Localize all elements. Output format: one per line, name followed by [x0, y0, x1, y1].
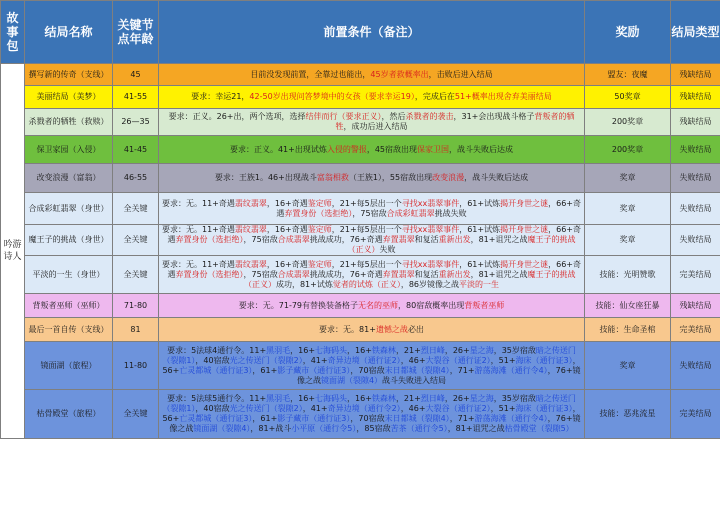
condition-segment: 揭开身世之谜	[500, 198, 549, 208]
header-story: 故事包	[1, 1, 25, 64]
reward-cell: 奖章	[585, 342, 671, 390]
condition-segment: ，16+	[347, 394, 372, 403]
ending-name: 合成彩虹翡翠（身世）	[25, 193, 113, 225]
ending-name: 杀戮者的牺牲（救赎）	[25, 109, 113, 136]
reward-cell: 200奖章	[585, 136, 671, 164]
condition-segment: ，45宿敌出现	[366, 144, 418, 154]
condition-segment: ，16+	[347, 345, 372, 355]
condition-segment: 七海码头	[315, 345, 348, 355]
ending-type: 残缺结局	[671, 109, 720, 136]
table-row	[1, 193, 720, 225]
condition-segment: ，31+会出现战斗格子	[453, 112, 535, 121]
condition-segment: 合成翡翠	[277, 235, 310, 244]
story-package-cell: 吟游诗人	[1, 64, 25, 439]
condition-segment: 要求：正义。26+出，两个选项，选择	[168, 112, 306, 121]
condition-segment: 遗憾之战	[375, 324, 408, 334]
header-name: 结局名称	[25, 1, 113, 64]
ending-type: 失败结局	[671, 164, 720, 193]
condition-segment: 寻找xx翡翠事件	[401, 259, 460, 269]
condition-segment: 光之传送门（裂隙2）	[229, 355, 303, 365]
condition-segment: 亡灵都城（通行证3）	[179, 414, 253, 423]
condition-cell	[159, 318, 585, 342]
condition-segment: 海床（通行证3）	[515, 404, 573, 413]
condition-segment: 入侵的警报	[326, 144, 367, 154]
header-condition: 前置条件（备注）	[159, 1, 585, 64]
condition-segment: 铁森林	[371, 394, 396, 403]
condition-segment: 必出	[407, 324, 424, 334]
condition-segment: 要求：正义。41+出现试炼	[229, 144, 327, 154]
condition-segment: ，21+每5层出一个	[331, 198, 402, 208]
condition-cell	[159, 136, 585, 164]
condition-segment: 要求：5法球5通行令。11+	[167, 394, 267, 403]
condition-cell	[159, 164, 585, 193]
condition-segment: 黑羽毛	[266, 345, 291, 355]
condition-segment: 合成彩虹翡翠	[386, 208, 435, 218]
condition-segment: ，81+诅咒之战	[470, 269, 528, 279]
condition-cell	[159, 256, 585, 294]
key-age: 全关键	[113, 390, 159, 439]
condition-segment: 翡纹翡翠	[234, 198, 267, 208]
condition-cell	[159, 225, 585, 256]
ending-name: 最后一首自传（支线）	[25, 318, 113, 342]
condition-segment: 结伴而行（要求正义）	[305, 112, 382, 121]
condition-segment: 和复活	[414, 235, 439, 244]
condition-segment: ，35岁宿敌	[493, 394, 536, 403]
condition-segment: 亡灵都城（通行证3）	[179, 365, 253, 375]
condition-segment: ，然后	[381, 112, 406, 121]
ending-name: 平淡的一生（身世）	[25, 256, 113, 294]
condition-segment: ，35岁宿敌	[493, 345, 536, 355]
ending-name: 美丽结局（美梦）	[25, 86, 113, 109]
condition-cell	[159, 64, 585, 86]
condition-segment: ，75宿敌	[243, 269, 278, 279]
condition-segment: 烈日峰	[420, 345, 445, 355]
condition-segment: 杀戮者的袭击	[405, 112, 454, 121]
condition-segment: ，40宿敌	[195, 355, 230, 365]
condition-segment: ，16+	[290, 345, 316, 355]
condition-segment: ，81+诅咒之战	[447, 424, 505, 433]
key-age: 11-80	[113, 342, 159, 390]
table-row	[1, 318, 720, 342]
header-row	[1, 1, 720, 64]
condition-segment: 鉴定师	[307, 198, 332, 208]
condition-segment: 目前没发现前置，全靠过也能出，	[250, 69, 371, 79]
condition-segment: 小平原（通行令5）	[291, 424, 357, 433]
ending-type: 失败结局	[671, 225, 720, 256]
ending-type: 残缺结局	[671, 294, 720, 318]
condition-segment: ，61+试炼	[459, 259, 501, 269]
condition-segment: 要求：王族1。46+出现战斗	[214, 173, 317, 182]
condition-segment: ，85宿敌	[356, 424, 391, 433]
condition-segment: 暗之传送门（裂隙1）	[162, 345, 576, 365]
condition-segment: 星之海	[469, 394, 494, 403]
condition-segment: ，66+奇遇	[276, 198, 581, 218]
reward-cell: 奖章	[585, 225, 671, 256]
condition-segment: 烈日峰	[420, 394, 445, 403]
condition-segment: 弃置翡翠	[382, 235, 415, 244]
condition-segment: 大裂谷（通行证2）	[425, 355, 491, 365]
condition-segment: 重新出发	[438, 269, 471, 279]
condition-segment: ，46+	[400, 404, 426, 413]
table-row	[1, 109, 720, 136]
key-age: 45	[113, 64, 159, 86]
condition-segment: 挑战成功，76+奇遇	[309, 269, 383, 279]
condition-segment: ，41+	[302, 355, 328, 365]
key-age: 全关键	[113, 193, 159, 225]
table-row	[1, 64, 720, 86]
condition-segment: ，16+奇遇	[266, 198, 308, 208]
condition-cell	[159, 342, 585, 390]
condition-segment: 光之传送门（裂隙2）	[229, 404, 303, 413]
condition-segment: ，61+试炼	[459, 198, 501, 208]
condition-segment: 游荡海滩（通行令4）	[474, 414, 548, 423]
condition-segment: ，21+	[395, 394, 421, 403]
condition-segment: 翡纹翡翠	[234, 259, 267, 269]
condition-segment: ，成功后进入结局	[343, 122, 408, 131]
ending-name: 枯骨殿堂（旅程）	[25, 390, 113, 439]
condition-segment: ，61+	[252, 414, 278, 423]
condition-segment: 寻找xx翡翠事件	[401, 198, 460, 208]
condition-segment: 末日都城（裂隙4）	[384, 414, 450, 423]
ending-name: 撰写新的传奇（支线）	[25, 64, 113, 86]
condition-cell	[159, 86, 585, 109]
table-row	[1, 136, 720, 164]
condition-segment: 合成翡翠	[277, 269, 310, 279]
table-row	[1, 390, 720, 439]
condition-segment: ，80宿敌概率出现	[398, 300, 465, 310]
reward-cell: 技能：仙女座狂暴	[585, 294, 671, 318]
condition-segment: 游荡海滩（通行令4）	[474, 365, 548, 375]
condition-segment: ，16+奇遇	[266, 259, 308, 269]
condition-cell	[159, 193, 585, 225]
condition-segment: 45岁者救概率出	[370, 69, 429, 79]
table-body	[1, 64, 720, 439]
condition-segment: ，61+	[252, 365, 278, 375]
table-row	[1, 294, 720, 318]
ending-name: 改变浪漫（富翁）	[25, 164, 113, 193]
reward-cell: 50奖章	[585, 86, 671, 109]
condition-segment: 魔王子的挑战（正义）	[347, 235, 576, 254]
condition-segment: 失败	[379, 245, 396, 254]
condition-segment: 要求：无。11+奇遇	[161, 259, 235, 269]
condition-segment: ，56+	[162, 404, 581, 423]
condition-segment: ，16+	[290, 394, 316, 403]
header-reward: 奖励	[585, 1, 671, 64]
condition-segment: ，46+	[400, 355, 426, 365]
ending-name: 镜面湖（旅程）	[25, 342, 113, 390]
condition-segment: ，51+	[490, 355, 516, 365]
condition-segment: ，75宿敌	[352, 208, 387, 218]
condition-segment: ，21+每5层出一个	[331, 259, 402, 269]
condition-segment: ，81+战斗	[250, 424, 292, 433]
condition-segment: 镜面湖（裂隙4）	[193, 424, 251, 433]
key-age: 26—35	[113, 109, 159, 136]
condition-segment: 影子藏市（通行证3）	[277, 365, 351, 375]
condition-segment: 枯骨殿堂（裂隙5）	[504, 424, 574, 433]
condition-segment: 要求：5法球4通行令。11+	[167, 345, 267, 355]
condition-segment: ，26+	[444, 345, 470, 355]
key-age: 46-55	[113, 164, 159, 193]
condition-segment: 苦茶（通行令5）	[390, 424, 448, 433]
key-age: 41-45	[113, 136, 159, 164]
condition-segment: ，66+奇遇	[167, 259, 581, 279]
condition-segment: 战斗失败进入结局	[382, 375, 447, 385]
condition-segment: ，71+	[449, 414, 475, 423]
condition-segment: 觉者的试炼（正义）	[332, 279, 401, 289]
condition-segment: ，56+	[162, 355, 581, 375]
condition-segment: 富翁相救	[316, 173, 349, 182]
header-age: 关键节点年龄	[113, 1, 159, 64]
condition-segment: 揭开身世之谜	[500, 225, 549, 234]
condition-segment: 奇异边境（通行令2）	[327, 404, 401, 413]
condition-segment: 镜面湖（裂隙4）	[320, 375, 383, 385]
condition-segment: 鉴定师	[307, 259, 332, 269]
condition-segment: ，16+奇遇	[266, 225, 308, 234]
condition-segment: ，战斗失败后达成	[464, 173, 529, 182]
condition-segment: 改变浪漫	[432, 173, 465, 182]
condition-segment: ，76+镜像之战	[169, 414, 581, 433]
condition-segment: 揭开身世之谜	[500, 259, 549, 269]
ending-type: 失败结局	[671, 193, 720, 225]
table-row	[1, 256, 720, 294]
condition-segment: 黑羽毛	[266, 394, 291, 403]
condition-segment: 保家卫国	[417, 144, 450, 154]
condition-segment: 平淡的一生	[459, 279, 500, 289]
condition-segment: 51+概率出现舍弃美丽结局	[454, 92, 552, 101]
ending-type: 残缺结局	[671, 64, 720, 86]
condition-segment: 鉴定师	[307, 225, 332, 234]
condition-segment: ，70宿敌	[350, 365, 385, 375]
condition-segment: 铁森林	[371, 345, 396, 355]
condition-segment: ，86岁镜像之战	[400, 279, 460, 289]
condition-segment: 弃置身份（选拒绝）	[284, 208, 353, 218]
reward-cell: 技能：恶兆流星	[585, 390, 671, 439]
condition-segment: 挑战失败	[434, 208, 467, 218]
condition-segment: 重新出发	[438, 235, 471, 244]
condition-segment: 大裂谷（通行证2）	[425, 404, 491, 413]
condition-segment: ，51+	[490, 404, 516, 413]
condition-segment: ，41+	[302, 404, 328, 413]
condition-segment: 翡纹翡翠	[234, 225, 267, 234]
condition-segment: 末日都城（裂隙4）	[384, 365, 450, 375]
ending-type: 失败结局	[671, 136, 720, 164]
condition-segment: ，81+诅咒之战	[470, 235, 528, 244]
condition-segment: ，61+试炼	[459, 225, 501, 234]
condition-segment: ，21+	[395, 345, 421, 355]
condition-segment: 成功，81+试炼	[275, 279, 333, 289]
reward-cell: 技能：生命圣棺	[585, 318, 671, 342]
condition-segment: 影子藏市（通行证3）	[277, 414, 351, 423]
reward-cell: 技能：光明赞歌	[585, 256, 671, 294]
condition-segment: 要求：无。71-79有替换装备格子	[238, 300, 359, 310]
key-age: 81	[113, 318, 159, 342]
condition-cell	[159, 294, 585, 318]
condition-segment: ，21+每5层出一个	[331, 225, 402, 234]
header-type: 结局类型	[671, 1, 720, 64]
reward-cell: 200奖章	[585, 109, 671, 136]
condition-segment: ，66+奇遇	[167, 225, 581, 244]
ending-name: 魔王子的挑战（身世）	[25, 225, 113, 256]
condition-segment: 和复活	[414, 269, 439, 279]
condition-segment: 背叛者巫师	[464, 300, 505, 310]
ending-type: 完美结局	[671, 318, 720, 342]
key-age: 全关键	[113, 225, 159, 256]
condition-cell	[159, 109, 585, 136]
condition-segment: 弃置身份（选拒绝）	[175, 235, 244, 244]
table-row	[1, 164, 720, 193]
ending-name: 保卫家园（入侵）	[25, 136, 113, 164]
condition-segment: 暗之传送门（裂隙1）	[162, 394, 576, 413]
ending-type: 残缺结局	[671, 86, 720, 109]
condition-segment: 42-50岁出现问答梦境中的女孩（要求幸运19）	[249, 92, 415, 101]
condition-segment: 挑战成功，76+奇遇	[309, 235, 383, 244]
condition-segment: ，71+	[449, 365, 475, 375]
condition-segment: ，击败后进入结局	[428, 69, 493, 79]
condition-segment: 无名的巫师	[358, 300, 399, 310]
condition-segment: ，76+镜像之战	[296, 365, 581, 385]
condition-segment: ，70宿敌	[350, 414, 385, 423]
condition-segment: 奇异边境（通行证2）	[327, 355, 401, 365]
condition-segment: 魔王子的挑战（正义）	[243, 269, 576, 289]
condition-segment: 弃置翡翠	[382, 269, 415, 279]
condition-segment: ，40宿敌	[195, 404, 230, 413]
reward-cell: 奖章	[585, 164, 671, 193]
condition-segment: 七海码头	[315, 394, 348, 403]
condition-segment: 星之海	[469, 345, 494, 355]
key-age: 71-80	[113, 294, 159, 318]
condition-segment: 背叛者的牺牲	[335, 112, 575, 131]
condition-segment: 寻找xx翡翠事件	[401, 225, 460, 234]
ending-name: 背叛者巫师（巫师）	[25, 294, 113, 318]
condition-segment: 海床（通行证3）	[515, 355, 573, 365]
key-age: 41-55	[113, 86, 159, 109]
condition-segment: ，完成后在	[414, 92, 455, 101]
condition-segment: ，75宿敌	[243, 235, 278, 244]
ending-type: 失败结局	[671, 342, 720, 390]
condition-cell	[159, 390, 585, 439]
condition-segment: 要求：无。11+奇遇	[161, 198, 235, 208]
key-age: 全关键	[113, 256, 159, 294]
condition-segment: 弃置身份（选拒绝）	[175, 269, 244, 279]
condition-segment: （王族1），55宿敌出现	[348, 173, 433, 182]
table-row	[1, 86, 720, 109]
condition-segment: 要求：无。11+奇遇	[161, 225, 235, 234]
table-row	[1, 342, 720, 390]
reward-cell: 奖章	[585, 193, 671, 225]
condition-segment: 要求：幸运21，	[191, 92, 250, 101]
table-row	[1, 225, 720, 256]
condition-segment: 要求：无。81+	[319, 324, 376, 334]
condition-segment: ，26+	[444, 394, 470, 403]
condition-segment: ，战斗失败后达成	[449, 144, 514, 154]
reward-cell: 盟友：夜魔	[585, 64, 671, 86]
ending-type: 完美结局	[671, 256, 720, 294]
ending-type: 完美结局	[671, 390, 720, 439]
